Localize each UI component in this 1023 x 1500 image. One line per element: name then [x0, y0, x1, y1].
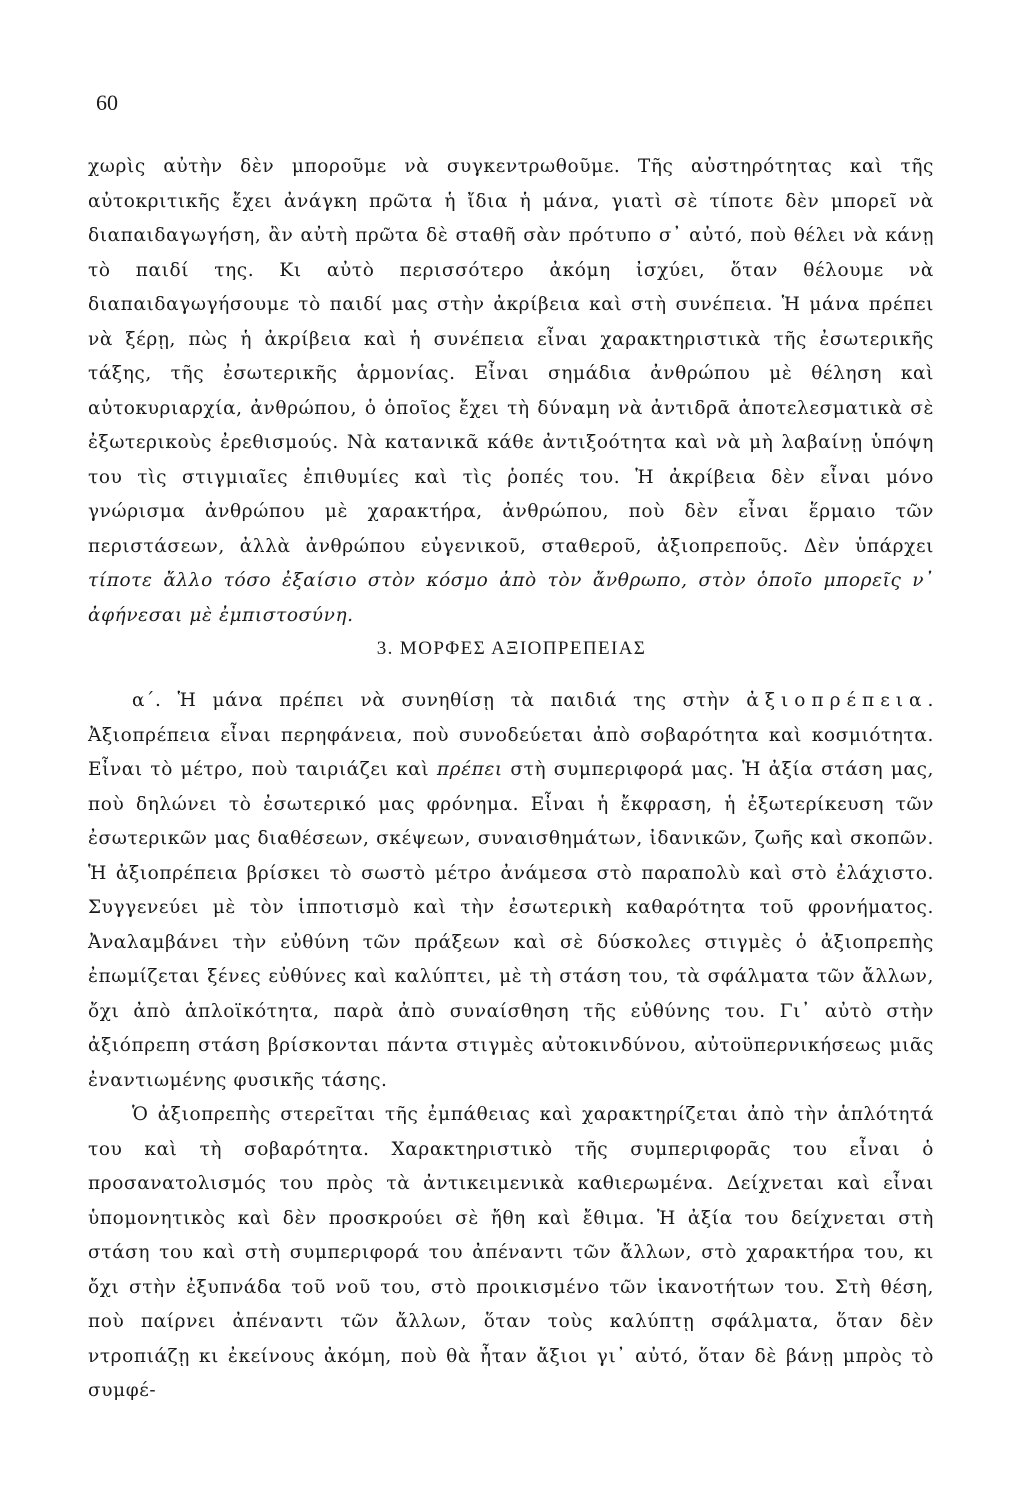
- section-heading: 3. ΜΟΡΦΕΣ ΑΞΙΟΠΡΕΠΕΙΑΣ: [376, 638, 647, 659]
- paragraph-1-text: χωρὶς αὐτὴν δὲν μποροῦμε νὰ συγκεντρωθοῦμε. Τῆς αὐστηρότητας καὶ τῆς αὐτοκριτικῆς ἔχει ἀνάγκη πρῶτα ἡ ἴδια ἡ μάνα, γιατὶ σὲ τίποτε δὲν μπορεῖ νὰ διαπαιδαγωγήση, ἂν αὐτὴ πρῶτα δὲ σταθῆ σὰν πρότυπο σ᾽ αὐτό, ποὺ θέλει νὰ κάνῃ τὸ παιδί της. Κι αὐτὸ περισσότερο ἀκόμη ἰσχύει, ὅταν θέλουμε νὰ διαπαιδαγωγήσουμε τὸ παιδί μας στὴν ἀκρίβεια καὶ στὴ συνέπεια. Ἡ μάνα πρέπει νὰ ξέρῃ, πὼς ἡ ἀκρίβεια καὶ ἡ συνέπεια εἶναι χαρακτηριστικὰ τῆς ἐσωτερικῆς τάξης, τῆς ἐσωτερικῆς ἁρμονίας. Εἶναι σημάδια ἀνθρώπου μὲ θέληση καὶ αὐτοκυριαρχία, ἀνθρώπου, ὁ ὁποῖος ἔχει τὴ δύναμη νὰ ἀντιδρᾶ ἀποτελεσματικὰ σὲ ἐξωτερικοὺς ἐρεθισμούς. Νὰ κατανικᾶ κάθε ἀντιξοότητα καὶ νὰ μὴ λαβαίνῃ ὑπόψη του τὶς στιγμιαῖες ἐπιθυμίες καὶ τὶς ῥοπές του. Ἡ ἀκρίβεια δὲν εἶναι μόνο γνώρισμα ἀνθρώπου μὲ χαρακτήρα, ἀνθρώπου, ποὺ δὲν εἶναι ἕρμαιο τῶν περιστάσεων, ἀλλὰ ἀνθρώπου εὐγενικοῦ, σταθεροῦ, ἀξιοπρεποῦς. Δὲν ὑπάρχει: [88, 156, 934, 557]
- paragraph-2-body: [88, 684, 934, 1098]
- paragraph-dignified-person: [88, 1098, 934, 1409]
- page-number: 60: [96, 90, 118, 115]
- paragraph-2-text-b: στὴ συμπεριφορά μας. Ἡ ἀξία στάση μας, ποὺ δηλώνει τὸ ἐσωτερικό μας φρόνημα. Εἶναι ἡ ἔκφραση, ἡ ἐξωτερίκευση τῶν ἐσωτερικῶν μας διαθέσεων, σκέψεων, συναισθημάτων, ἰδανικῶν, ζωῆς καὶ σκοπῶν. Ἡ ἀξιοπρέπεια βρίσκει τὸ σωστὸ μέτρο ἀνάμεσα στὸ παραπολὺ καὶ στὸ ἐλάχιστο. Συγγενεύει μὲ τὸν ἱπποτισμὸ καὶ τὴν ἐσωτερικὴ καθαρότητα τοῦ φρονήματος. Ἀναλαμβάνει τὴν εὐθύνη τῶν πράξεων καὶ σὲ δύσκολες στιγμὲς ὁ ἀξιοπρεπὴς ἐπωμίζεται ξένες εὐθύνες καὶ καλύπτει, μὲ τὴ στάση του, τὰ σφάλματα τῶν ἄλλων, ὄχι ἀπὸ ἁπλοϊκότητα, παρὰ ἀπὸ συναίσθηση τῆς εὐθύνης του. Γι᾽ αὐτὸ στὴν ἀξιόπρεπη στάση βρίσκονται πάντα στιγμὲς αὐτοκινδύνου, αὐτοϋπερνικήσεως μιᾶς ἐναντιωμένης φυσικῆς τάσης.: [88, 759, 935, 1091]
- paragraph-dignity: [88, 684, 934, 1098]
- paragraph-accuracy: [88, 150, 934, 633]
- paragraph-2-text-a: . Ἀξιοπρέπεια εἶναι περηφάνεια, ποὺ συνοδεύεται ἀπὸ σοβαρότητα καὶ κοσμιότητα. Εἶναι τὸ μέτρο, ποὺ ταιριάζει καὶ: [88, 690, 935, 780]
- paragraph-3-body: Ὁ ἀξιοπρεπὴς στερεῖται τῆς ἐμπάθειας καὶ χαρακτηρίζεται ἀπὸ τὴν ἁπλότητά του καὶ τὴ σοβαρότητα. Χαρακτηριστικὸ τῆς συμπεριφορᾶς του εἶναι ὁ προσανατολισμός του πρὸς τὰ ἀντικειμενικὰ καθιερωμένα. Δείχνεται καὶ εἶναι ὑπομονητικὸς καὶ δὲν προσκρούει σὲ ἤθη καὶ ἔθιμα. Ἡ ἀξία του δείχνεται στὴ στάση του καὶ στὴ συμπεριφορά του ἀπέναντι τῶν ἄλλων, στὸ χαρακτήρα του, κι ὄχι στὴν ἐξυπνάδα τοῦ νοῦ του, στὸ προικισμένο τῶν ἱκανοτήτων του. Στὴ θέση, ποὺ παίρνει ἀπέναντι τῶν ἄλλων, ὅταν τοὺς καλύπτῃ σφάλματα, ὅταν δὲν ντροπιάζῃ κι ἐκείνους ἀκόμη, ποὺ θὰ ἦταν ἄξιοι γι᾽ αὐτό, ὅταν δὲ βάνῃ μπρὸς τὸ συμφέ-: [88, 1104, 934, 1401]
- paragraph-1-body: [88, 150, 934, 633]
- emphasized-term: ἀξιοπρέπεια: [746, 690, 928, 711]
- paragraph-2-lead: α΄. Ἡ μάνα πρέπει νὰ συνηθίσῃ τὰ παιδιά της στὴν: [132, 690, 731, 711]
- italic-word: πρέπει: [436, 759, 503, 780]
- paragraph-1-italic-quote: τίποτε ἄλλο τόσο ἐξαίσιο στὸν κόσμο ἀπὸ τὸν ἄνθρωπο, στὸν ὁποῖο μπορεῖς ν᾽ ἀφήνεσαι μὲ ἐμπιστοσύνη.: [88, 570, 934, 626]
